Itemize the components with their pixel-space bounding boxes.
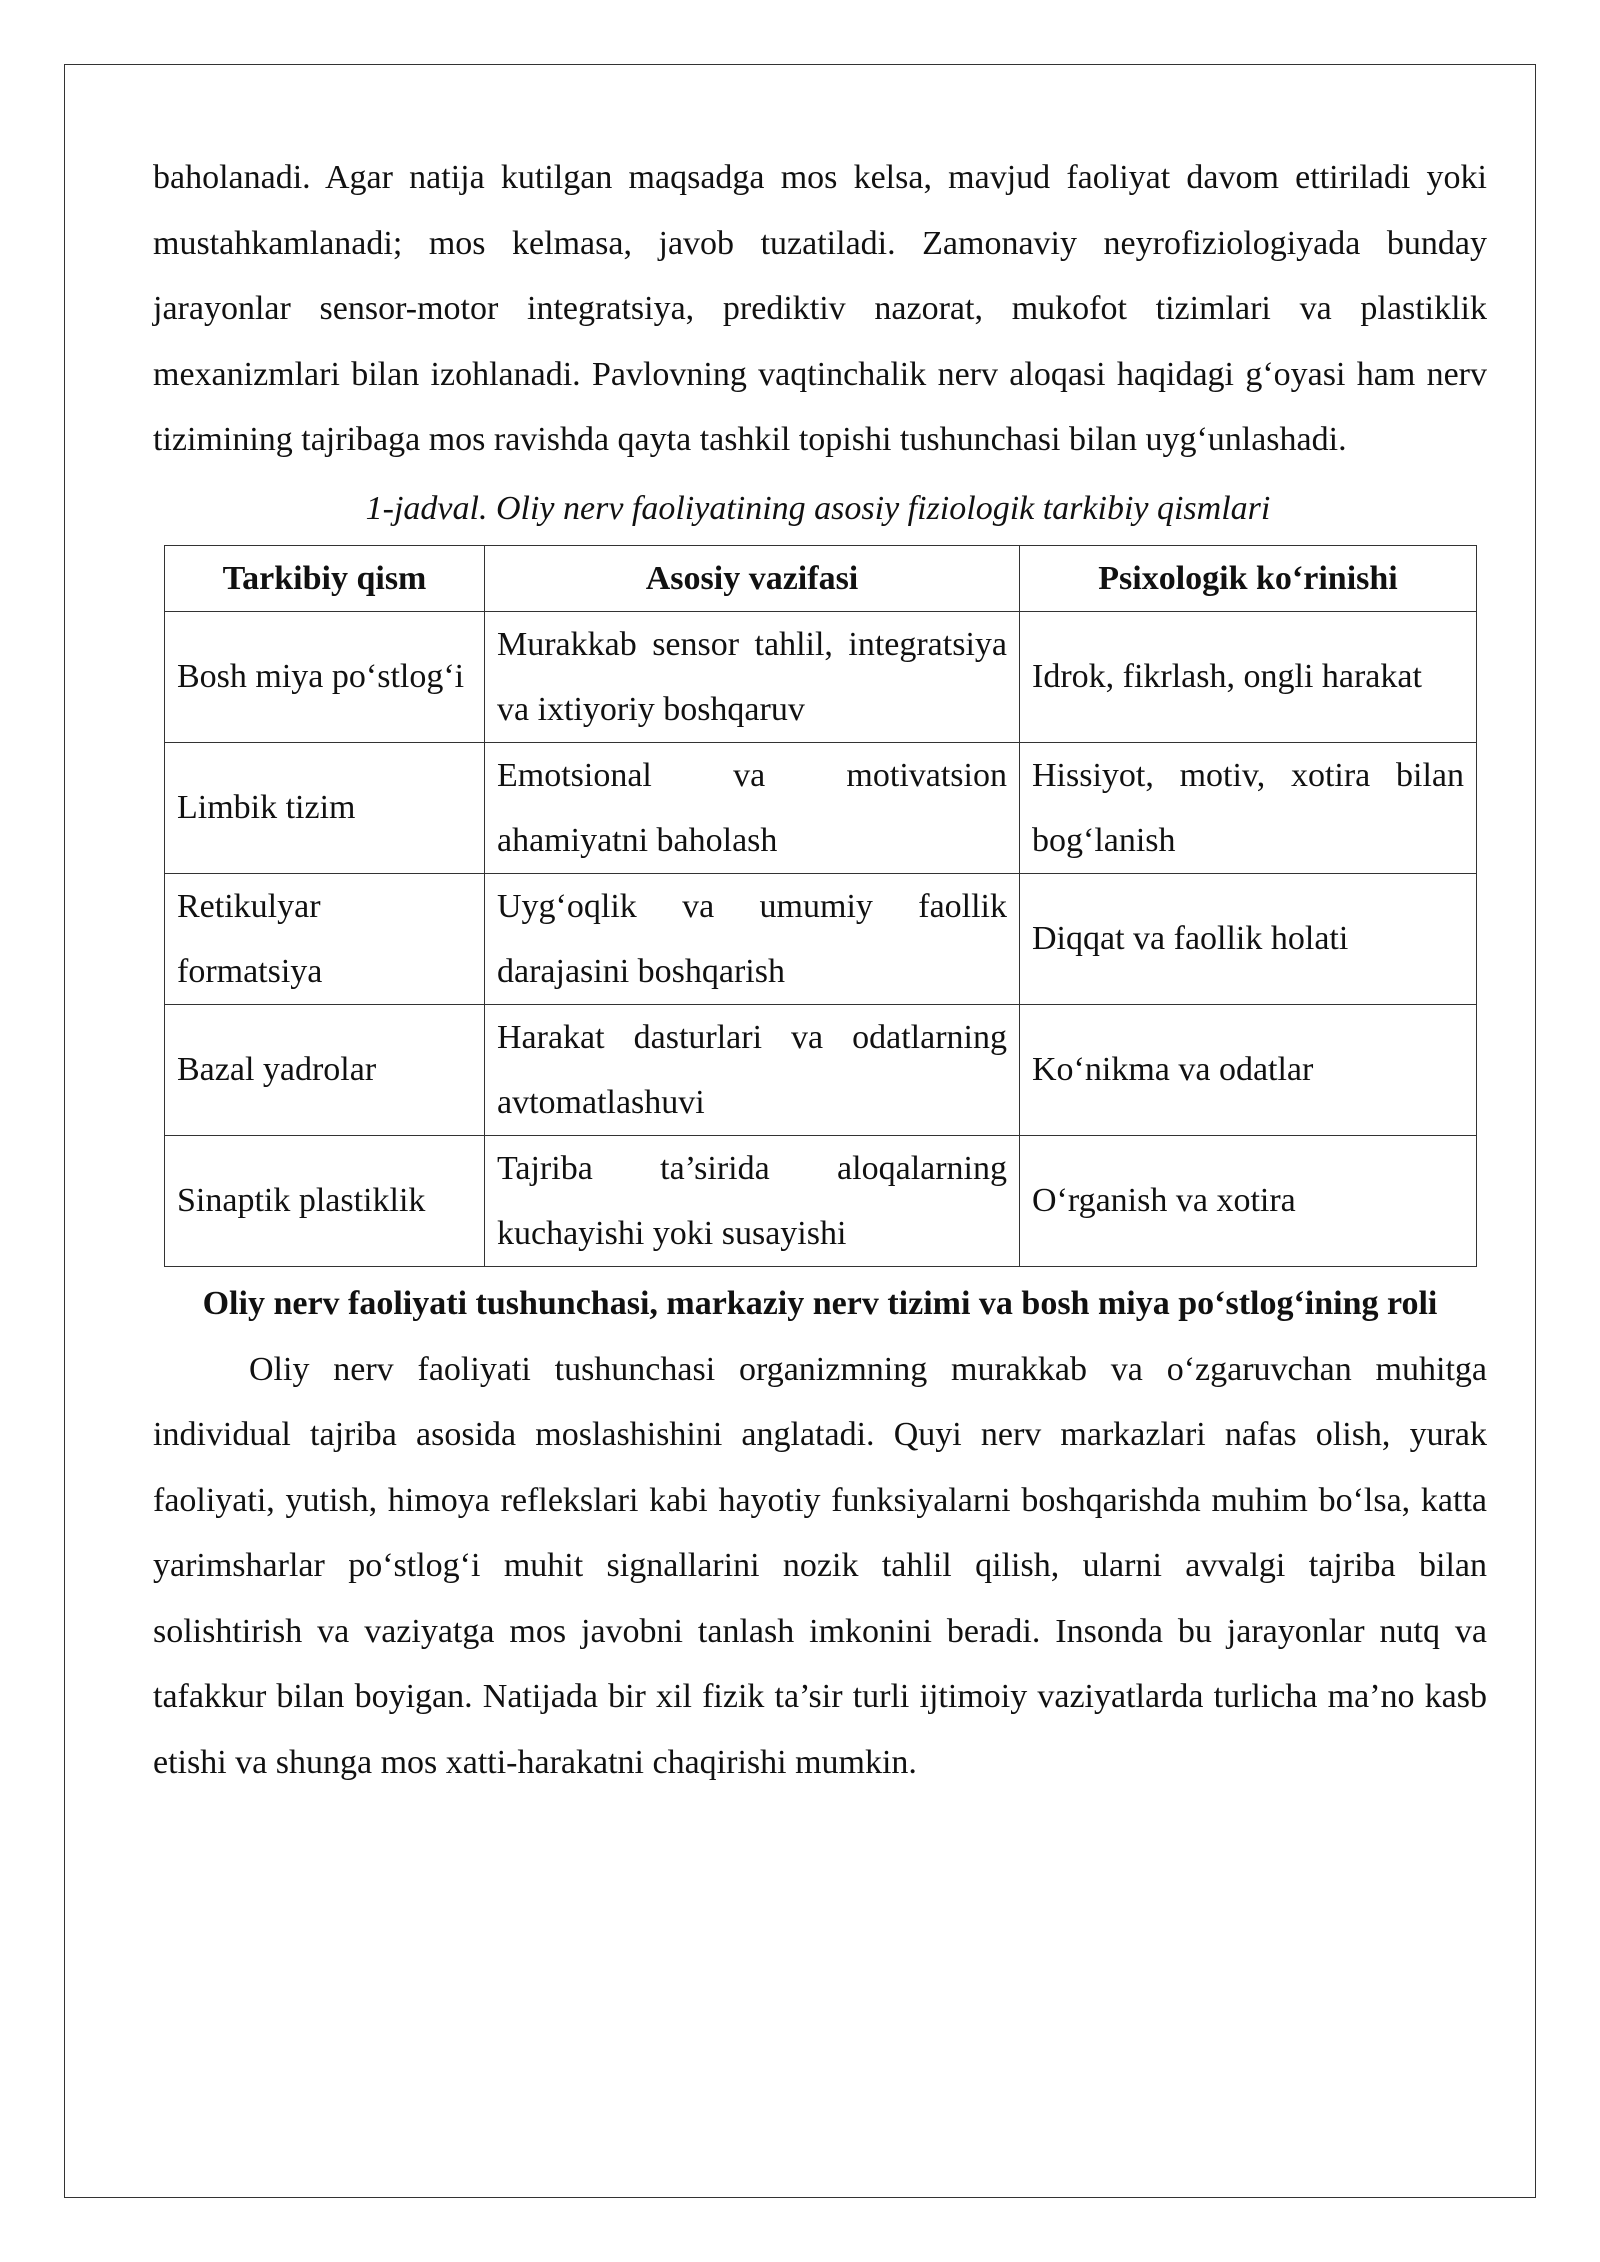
table-cell: Diqqat va faollik holati xyxy=(1020,873,1477,1004)
column-header: Tarkibiy qism xyxy=(165,545,485,611)
table-cell: Idrok, fikrlash, ongli harakat xyxy=(1020,611,1477,742)
table-caption: 1-jadval. Oliy nerv faoliyatining asosiy fiziologik tarkibiy qismlari xyxy=(365,489,1271,527)
table-cell: Ko‘nikma va odatlar xyxy=(1020,1004,1477,1135)
section-heading: Oliy nerv faoliyati tushunchasi, markaziy nerv tizimi va bosh miya po‘stlog‘ining roli xyxy=(202,1284,1438,1322)
table-row xyxy=(165,873,1477,1004)
table-cell: Bosh miya po‘stlog‘i xyxy=(165,611,485,742)
table-row xyxy=(165,742,1477,873)
column-header: Asosiy vazifasi xyxy=(485,545,1020,611)
table-row xyxy=(165,1135,1477,1266)
table-row xyxy=(165,1004,1477,1135)
table-cell: Limbik tizim xyxy=(165,742,485,873)
table-cell: Murakkab sensor tahlil, integratsiya va ixtiyoriy boshqaruv xyxy=(485,611,1020,742)
table-cell: Sinaptik plastiklik xyxy=(165,1135,485,1266)
table-header-row xyxy=(165,545,1477,611)
body-paragraph: Oliy nerv faoliyati tushunchasi organizmning murakkab va o‘zgaruvchan muhitga individual tajriba asosida moslashishini anglatadi. Quyi nerv markazlari nafas olish, yurak faoliyati, yutish, himoya reflekslari kabi hayotiy funksiyalarni boshqarishda muhim bo‘lsa, katta yarimsharlar po‘stlog‘i muhit signallarini nozik tahlil qilish, ularni avvalgi tajriba bilan solishtirish va vaziyatga mos javobni tanlash imkonini beradi. Insonda bu jarayonlar nutq va tafakkur bilan boyigan. Natijada bir xil fizik ta’sir turli ijtimoiy vaziyatlarda turlicha ma’no kasb etishi va shunga mos xatti-harakatni chaqirishi mumkin. xyxy=(153,1350,1487,1781)
table-cell: O‘rganish va xotira xyxy=(1020,1135,1477,1266)
table-cell: Harakat dasturlari va odatlarning avtomatlashuvi xyxy=(485,1004,1020,1135)
table-row xyxy=(165,611,1477,742)
table-cell: Hissiyot, motiv, xotira bilan bog‘lanish xyxy=(1020,742,1477,873)
column-header: Psixologik ko‘rinishi xyxy=(1020,545,1477,611)
table-cell: Retikulyar formatsiya xyxy=(165,873,485,1004)
table-cell: Bazal yadrolar xyxy=(165,1004,485,1135)
table-cell: Emotsional va motivatsion ahamiyatni baholash xyxy=(485,742,1020,873)
body-paragraph: baholanadi. Agar natija kutilgan maqsadga mos kelsa, mavjud faoliyat davom ettiriladi yoki mustahkamlanadi; mos kelmasa, javob tuzatiladi. Zamonaviy neyrofiziologiyada bunday jarayonlar sensor-motor integratsiya, prediktiv nazorat, mukofot tizimlari va plastiklik mexanizmlari bilan izohlanadi. Pavlovning vaqtinchalik nerv aloqasi haqidagi g‘oyasi ham nerv tizimining tajribaga mos ravishda qayta tashkil topishi tushunchasi bilan uyg‘unlashadi. xyxy=(153,159,1487,458)
components-table xyxy=(164,545,1477,1267)
table-cell: Tajriba ta’sirida aloqalarning kuchayishi yoki susayishi xyxy=(485,1135,1020,1266)
table-cell: Uyg‘oqlik va umumiy faollik darajasini boshqarish xyxy=(485,873,1020,1004)
page-content xyxy=(153,145,1487,1795)
